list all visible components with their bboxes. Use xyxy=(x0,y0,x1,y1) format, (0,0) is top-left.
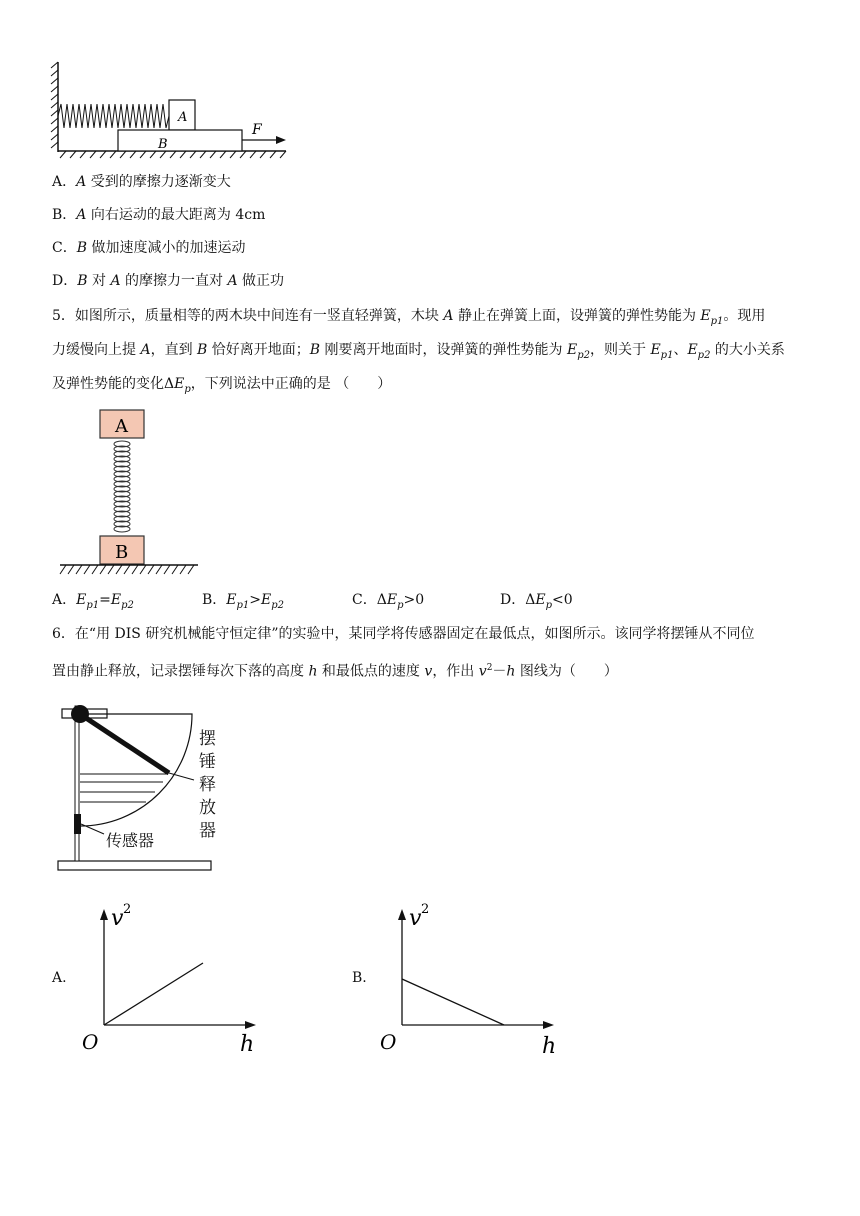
graph-b-yaxis: v xyxy=(409,906,422,931)
graph-a xyxy=(78,895,278,1060)
block-b-label: B xyxy=(158,137,168,152)
spring xyxy=(58,104,169,128)
graph-a-label: A. xyxy=(52,970,67,986)
graph-a-ysup: 2 xyxy=(123,902,132,917)
q4-option-a: A．A 受到的摩擦力逐渐变大 xyxy=(52,174,231,190)
graph-b-xaxis: h xyxy=(542,1034,557,1059)
sensor xyxy=(74,814,81,834)
q6-stem-line2: 置由静止释放，记录摆锤每次下落的高度 h 和最低点的速度 v，作出 $v^2-h$ 图线为（ ） xyxy=(52,663,618,680)
force-label: F xyxy=(252,122,262,138)
q5-option-c: C．$\Delta E_p>0$ xyxy=(352,592,425,611)
svg-text:放: 放 xyxy=(199,798,216,818)
block-b-text: B xyxy=(115,542,129,563)
figure-pendulum-apparatus xyxy=(52,696,242,876)
figure-vertical-spring xyxy=(56,408,206,576)
svg-text:摆: 摆 xyxy=(199,729,216,749)
q6-stem-line1: 6．在“用 DIS 研究机械能守恒定律”的实验中，某同学将传感器固定在最低点，如图所示。该同学将摆锤从不同位 xyxy=(52,626,755,642)
svg-text:器: 器 xyxy=(199,821,216,841)
q4-option-b: B．A 向右运动的最大距离为 4cm xyxy=(52,207,266,223)
graph-a-yaxis: v xyxy=(111,906,124,931)
q5-option-d: D．$\Delta E_p<0$ xyxy=(500,592,573,611)
block-a-label: A xyxy=(178,110,188,125)
graph-b-line xyxy=(402,979,504,1025)
graph-a-line xyxy=(104,963,203,1025)
q5-option-a: A．$E_{p1}=E_{p2}$ xyxy=(52,592,134,611)
pivot xyxy=(71,705,89,723)
q5-stem-line1: 5．如图所示，质量相等的两木块中间连有一竖直轻弹簧，木块 A 静止在弹簧上面，设弹簧的弹性势能为 $E_{p1}$。现用 xyxy=(52,308,766,327)
graph-b-origin: O xyxy=(380,1030,397,1054)
q5-stem-line3: 及弹性势能的变化$\Delta E_p$，下列说法中正确的是 （ ） xyxy=(52,376,392,395)
q5-stem-line2: 力缓慢向上提 A，直到 B 恰好离开地面；B 刚要离开地面时，设弹簧的弹性势能为 $E_{p2}$，则关于 $E_{p1}$、$E_{p2}$ 的大小关系 xyxy=(52,342,785,361)
q5-option-b: B．$E_{p1}>E_{p2}$ xyxy=(202,592,285,611)
graph-a-xaxis: h xyxy=(240,1032,255,1057)
graph-b xyxy=(376,895,576,1060)
vertical-spring xyxy=(114,441,130,532)
graph-a-origin: O xyxy=(82,1030,99,1054)
svg-text:释: 释 xyxy=(199,775,216,795)
block-a-text: A xyxy=(115,416,128,437)
sensor-label: 传感器 xyxy=(106,831,155,850)
q4-option-c: C．B 做加速度减小的加速运动 xyxy=(52,240,246,256)
graph-b-ysup: 2 xyxy=(421,902,430,917)
release-label xyxy=(199,729,216,841)
svg-text:锤: 锤 xyxy=(199,752,216,772)
q4-option-d: D．B 对 A 的摩擦力一直对 A 做正功 xyxy=(52,273,285,289)
figure-spring-blocks xyxy=(50,58,295,160)
graph-b-label: B. xyxy=(352,970,367,986)
block-b xyxy=(118,130,242,151)
